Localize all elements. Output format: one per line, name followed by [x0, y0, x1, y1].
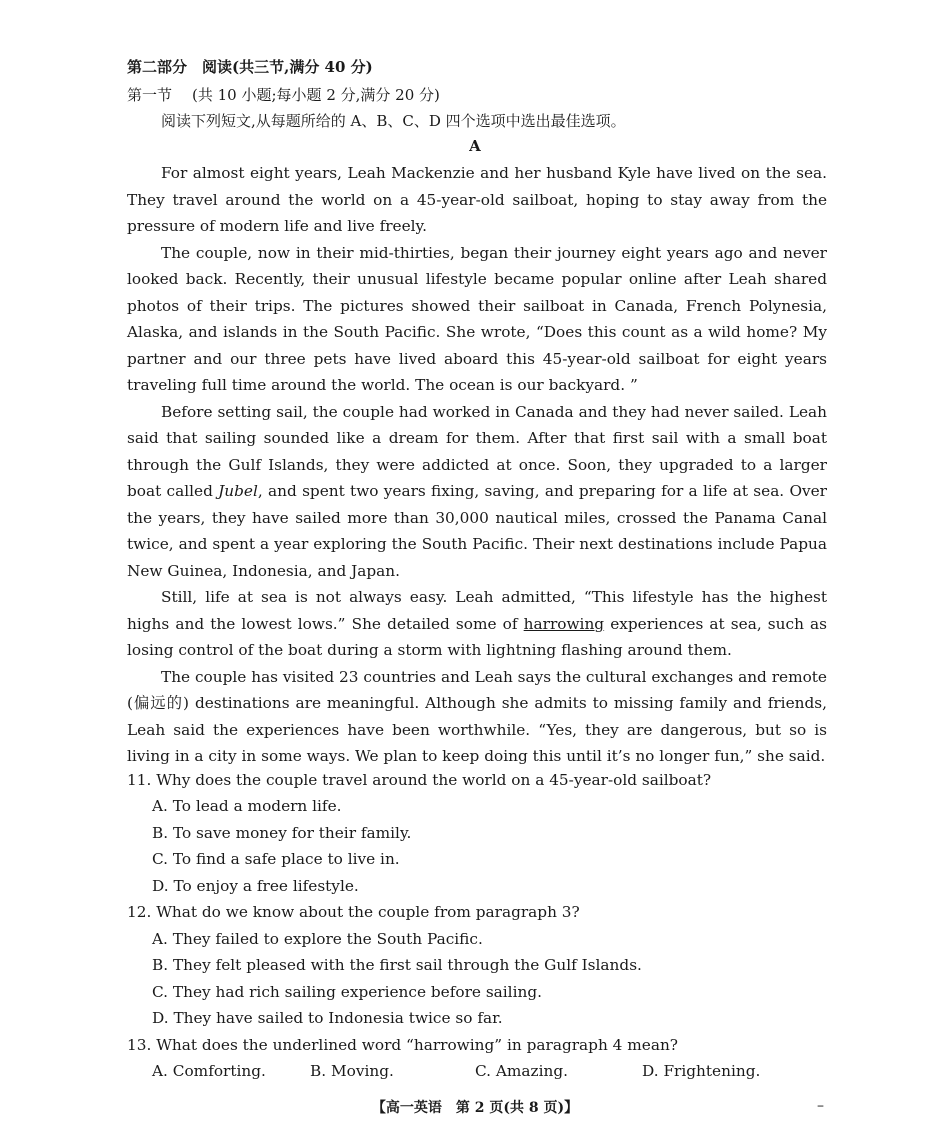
section-info: (共 10 小题;每小题 2 分,满分 20 分)	[192, 86, 440, 104]
footer-mark: –	[817, 1098, 824, 1114]
section-heading	[127, 84, 440, 105]
paragraph-3	[127, 399, 827, 585]
question-13-option-b: B. Moving.	[310, 1062, 394, 1080]
question-13-option-c: C. Amazing.	[475, 1062, 569, 1080]
question-11-option-d: D. To enjoy a free lifestyle.	[152, 877, 359, 895]
question-12-option-d: D. They have sailed to Indonesia twice so far.	[152, 1009, 503, 1027]
question-13-option-a: A. Comforting.	[152, 1062, 266, 1080]
paragraph-1: For almost eight years, Leah Mackenzie and her husband Kyle have lived on the sea. They travel around the world on a 45-year-old sailboat, hoping to stay away from the pressure of modern life and live freely.	[127, 164, 827, 235]
question-12-option-b: B. They felt pleased with the first sail through the Gulf Islands.	[152, 956, 642, 974]
question-12-option-c: C. They had rich sailing experience before sailing.	[152, 983, 542, 1001]
paragraph-5: The couple has visited 23 countries and Leah says the cultural exchanges and remote (偏远的) destinations are meaningful. Although she admits to missing family and friends, Leah said the experiences have been worthwhile. “Yes, they are dangerous, but so is living in a city in some ways. We plan to keep doing this until it’s no longer fun,” she said.	[127, 667, 827, 765]
paragraph-2: The couple, now in their mid-thirties, began their journey eight years ago and never looked back. Recently, their unusual lifestyle became popular online after Leah shared photos of their trips. The pictures showed their sailboat in Canada, French Polynesia, Alaska, and islands in the South Pacific. She wrote, “Does this count as a wild home? My partner and our three pets have lived aboard this 45-year-old sailboat for eight years traveling full time around the world. The ocean is our backyard. ”	[127, 243, 827, 394]
section-label: 第一节	[127, 86, 173, 104]
question-11-option-a: A. To lead a modern life.	[152, 797, 342, 815]
instruction: 阅读下列短文,从每题所给的 A、B、C、D 四个选项中选出最佳选项。	[161, 112, 626, 130]
paragraph-3-part-a: Before setting sail, the couple had worked in Canada and they had never sailed. Leah said that sailing sounded like a dream for them. After that first sail with a small boat through the Gulf Islands, they were addicted at once. Soon, they upgraded to a larger boat called	[127, 402, 827, 500]
question-11-stem: 11. Why does the couple travel around the world on a 45-year-old sailboat?	[127, 771, 712, 789]
question-12-stem: 12. What do we know about the couple from paragraph 3?	[127, 903, 580, 921]
boat-name: Jubel	[218, 482, 258, 500]
page-footer: 【高一英语 第 2 页(共 8 页)】	[371, 1100, 579, 1116]
part-title: 第二部分 阅读(共三节,满分 40 分)	[127, 58, 373, 76]
passage-letter: A	[469, 137, 481, 155]
paragraph-3-part-b: , and spent two years fixing, saving, and preparing for a life at sea. Over the years, they have sailed more than 30,000 nautical miles, crossed the Panama Canal twice, and spent a year exploring the South Pacific. Their next destinations include Papua New Guinea, Indonesia, and Japan.	[127, 482, 827, 580]
question-12-option-a: A. They failed to explore the South Pacific.	[152, 930, 483, 948]
question-13-option-d: D. Frightening.	[642, 1062, 761, 1080]
question-11-option-c: C. To find a safe place to live in.	[152, 850, 400, 868]
question-13-stem: 13. What does the underlined word “harrowing” in paragraph 4 mean?	[127, 1036, 678, 1054]
question-11-option-b: B. To save money for their family.	[152, 824, 412, 842]
paragraph-4-part-a: Still, life at sea is not always easy. Leah admitted, “This lifestyle has the highest highs and the lowest lows.” She detailed some of	[127, 588, 827, 633]
underlined-word: harrowing	[523, 614, 605, 633]
paragraph-4	[127, 584, 827, 664]
passage-body	[127, 160, 827, 770]
paragraph-4-part-b: experiences at sea, such as losing control of the boat during a storm with lightning flashing around them.	[127, 614, 827, 659]
